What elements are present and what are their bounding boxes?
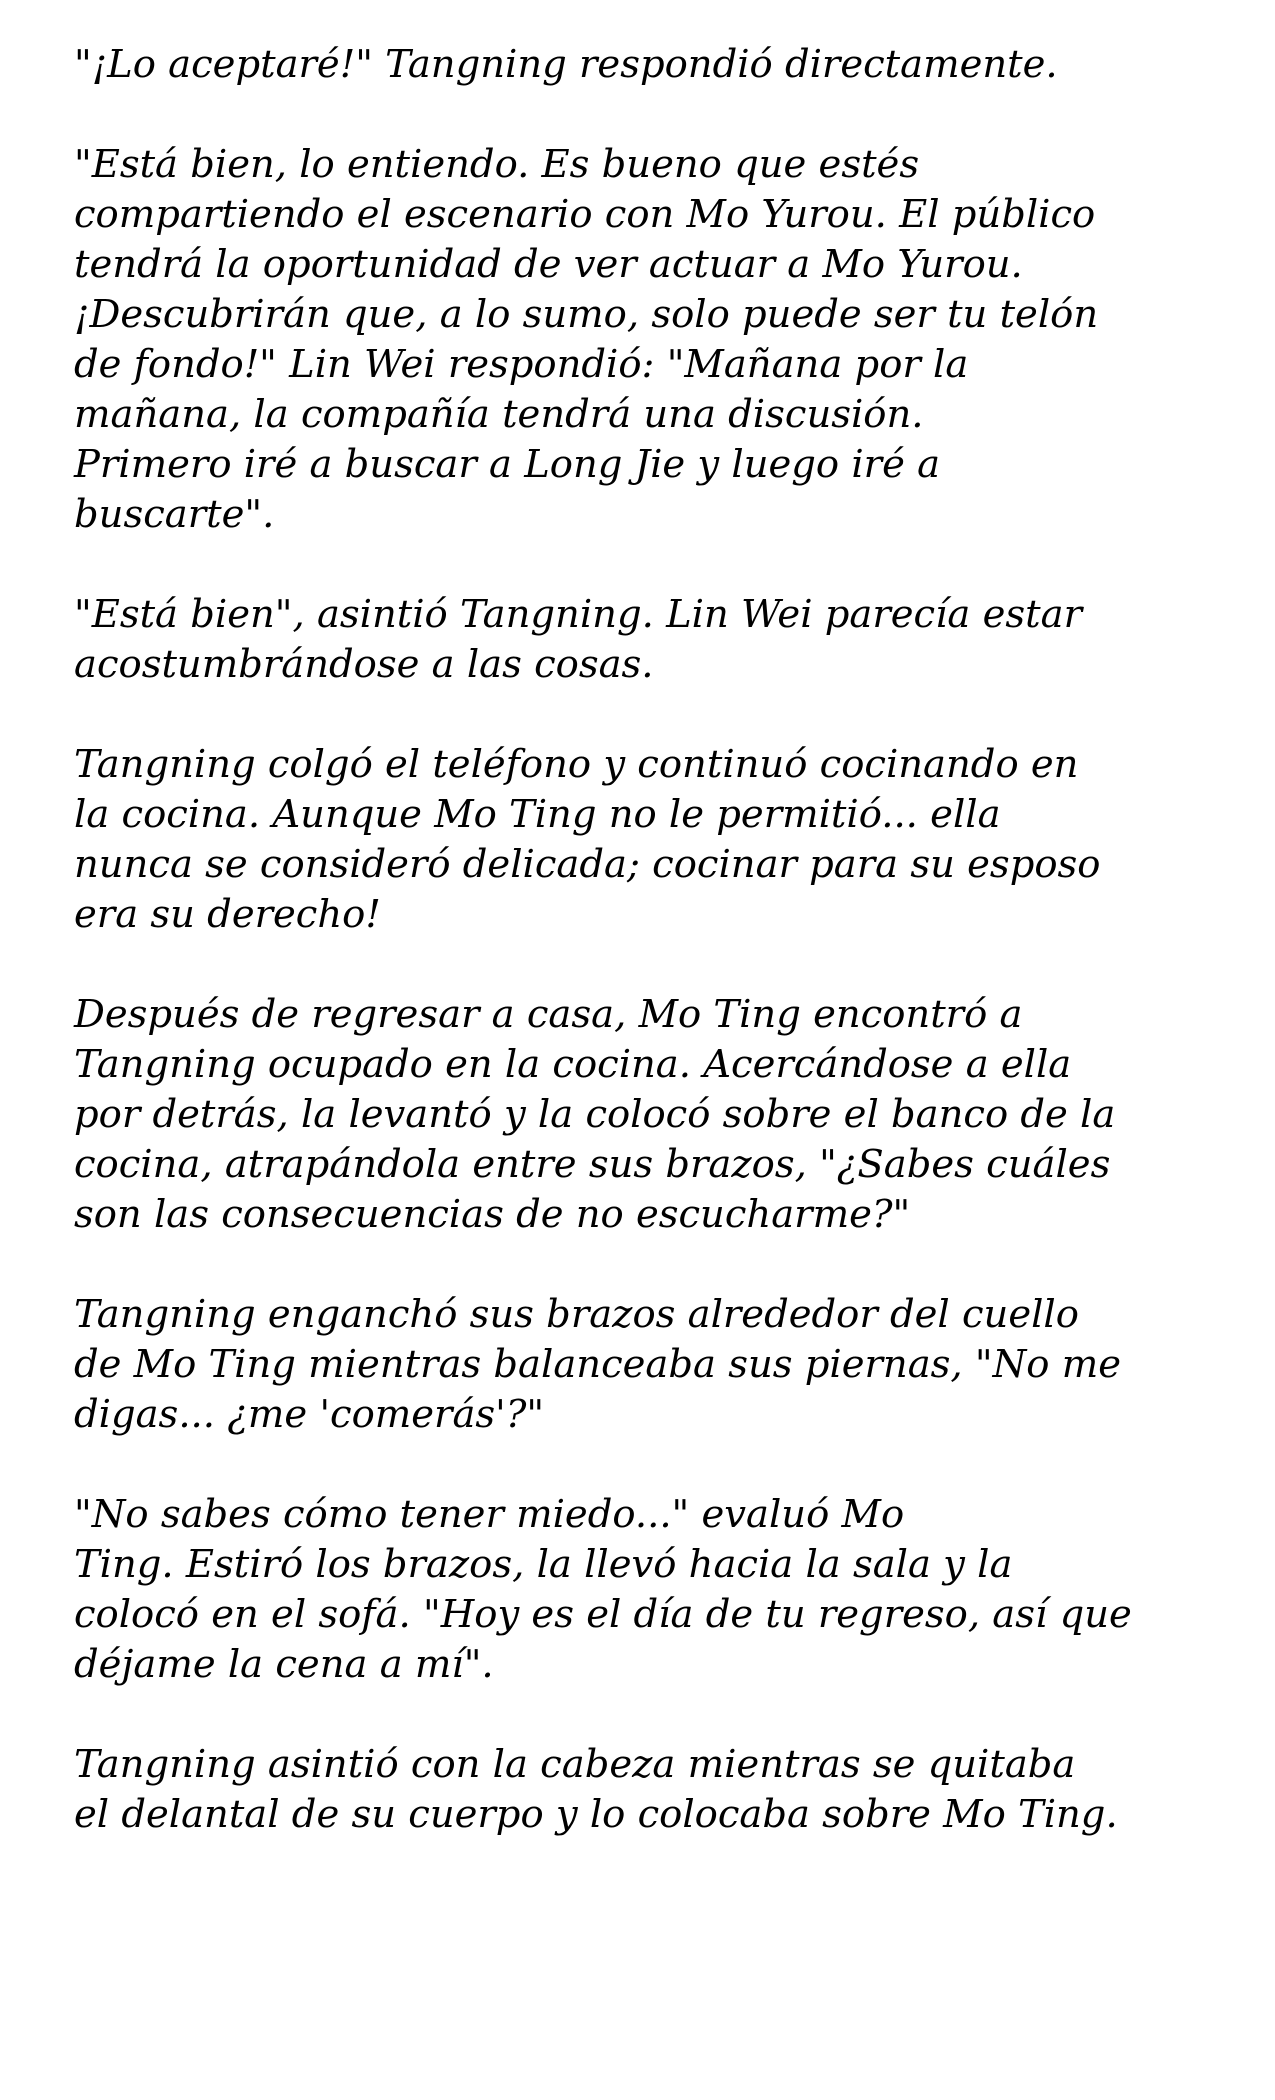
paragraph-8: Tangning asintió con la cabeza mientras se quitaba el delantal de su cuerpo y lo colocaba sobre Mo Ting. <box>74 1742 1118 1837</box>
paragraph-4: Tangning colgó el teléfono y continuó cocinando en la cocina. Aunque Mo Ting no le permitió... ella nunca se consideró delicada; cocinar para su esposo era su derecho! <box>74 742 1101 937</box>
paragraph-6: Tangning enganchó sus brazos alrededor del cuello de Mo Ting mientras balanceaba sus piernas, "No me digas... ¿me 'comerás'?" <box>74 1292 1121 1437</box>
paragraph-3: "Está bien", asintió Tangning. Lin Wei parecía estar acostumbrándose a las cosas. <box>74 592 1082 687</box>
paragraph-2: "Está bien, lo entiendo. Es bueno que estés compartiendo el escenario con Mo Yurou. El público tendrá la oportunidad de ver actuar a Mo Yurou. ¡Descubrirán que, a lo sumo, solo puede ser tu telón de fondo!" Lin Wei respondió: "Mañana por la mañana, la compañía tendrá una discusión. Primero iré a buscar a Long Jie y luego iré a buscarte". <box>74 142 1099 537</box>
paragraph-7: "No sabes cómo tener miedo..." evaluó Mo Ting. Estiró los brazos, la llevó hacia la sala y la colocó en el sofá. "Hoy es el día de tu regreso, así que déjame la cena a mí". <box>74 1492 1132 1687</box>
paragraph-5: Después de regresar a casa, Mo Ting encontró a Tangning ocupado en la cocina. Acercándose a ella por detrás, la levantó y la colocó sobre el banco de la cocina, atrapándola entre sus brazos, "¿Sabes cuáles son las consecuencias de no escucharme?" <box>74 992 1116 1237</box>
paragraph-1: "¡Lo aceptaré!" Tangning respondió directamente. <box>74 42 1058 87</box>
